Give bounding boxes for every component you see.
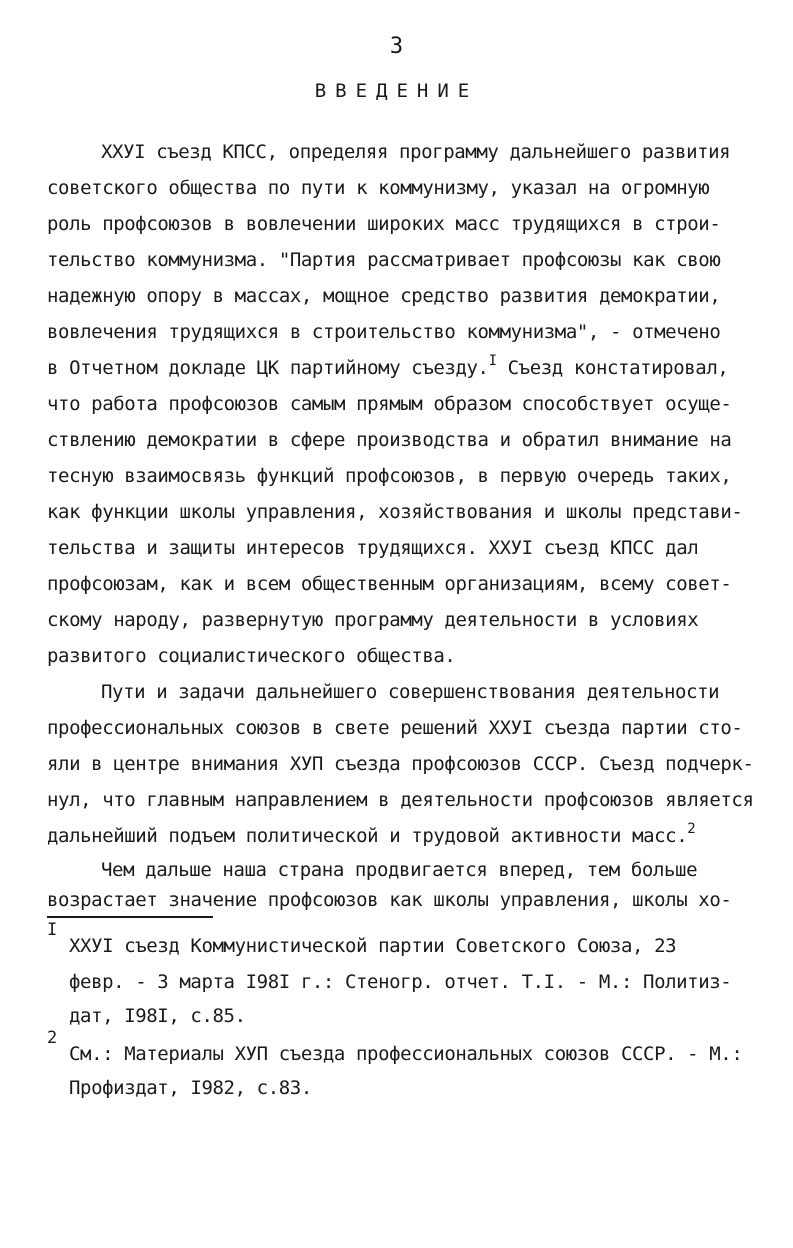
text-line: роль профсоюзов в вовлечении широких масс трудящихся в строи- (47, 213, 721, 235)
text-line: тесную взаимосвязь функций профсоюзов, в первую очередь таких, (47, 465, 732, 487)
text-line: нул, что главным направлением в деятельности профсоюзов является (47, 789, 754, 811)
text-line: ХХУI съезд КПСС, определяя программу дальнейшего развития (101, 141, 731, 163)
text-line: профессиональных союзов в свете решений ХХУI съезда партии сто- (47, 717, 743, 739)
page-number: 3 (389, 34, 404, 59)
text-segment: дальнейший подъем политической и трудовой активности масс. (47, 825, 688, 847)
text-line: возрастает значение профсоюзов как школы управления, школы хо- (47, 889, 732, 911)
text-line: профсоюзам, как и всем общественным организациям, всему совет- (47, 573, 732, 595)
page-title: ВВЕДЕНИЕ (314, 80, 479, 102)
footnote-line: февр. - 3 марта I98I г.: Стеногр. отчет. Т.I. - М.: Политиз- (69, 971, 732, 993)
text-line: как функции школы управления, хозяйствования и школы представи- (47, 501, 743, 523)
footnote-mark: I (47, 920, 58, 940)
text-line: развитого социалистического общества. (47, 645, 456, 667)
text-line: что работа профсоюзов самым прямым образом способствует осуще- (47, 393, 732, 415)
text-line: ствлению демократии в сфере производства и обратил внимание на (47, 429, 732, 451)
text-line: Пути и задачи дальнейшего совершенствования деятельности (101, 681, 720, 703)
footnote-separator (47, 916, 213, 918)
footnote-line: ХХУI съезд Коммунистической партии Советского Союза, 23 (69, 935, 677, 957)
footnote-line: Профиздат, I982, с.83. (69, 1077, 312, 1099)
text-line (47, 350, 728, 386)
text-line: тельства и защиты интересов трудящихся. ХХУI съезд КПСС дал (47, 537, 699, 559)
footnote-mark: 2 (47, 1028, 58, 1048)
text-line: вовлечения трудящихся в строительство коммунизма", - отмечено (47, 321, 721, 343)
footnote-line: дат, I98I, с.85. (69, 1005, 246, 1027)
text-segment: в Отчетном докладе ЦК партийному съезду. (47, 357, 489, 379)
text-segment: Съезд констатировал, (507, 357, 729, 379)
text-line: тельство коммунизма. "Партия рассматривает профсоюзы как свою (47, 249, 721, 271)
footnote-reference: 2 (687, 821, 696, 837)
text-line: советского общества по пути к коммунизму, указал на огромную (47, 177, 710, 199)
text-line: скому народу, развернутую программу деятельности в условиях (47, 609, 699, 631)
text-line: яли в центре внимания ХУП съезда профсоюзов СССР. Съезд подчерк- (47, 753, 754, 775)
text-line: Чем дальше наша страна продвигается вперед, тем больше (101, 859, 698, 881)
text-line: надежную опору в массах, мощное средство развития демократии, (47, 285, 721, 307)
text-line (47, 818, 695, 854)
footnote-line: См.: Материалы ХУП съезда профессиональных союзов СССР. - М.: (69, 1043, 743, 1065)
footnote-reference: I (488, 353, 497, 369)
